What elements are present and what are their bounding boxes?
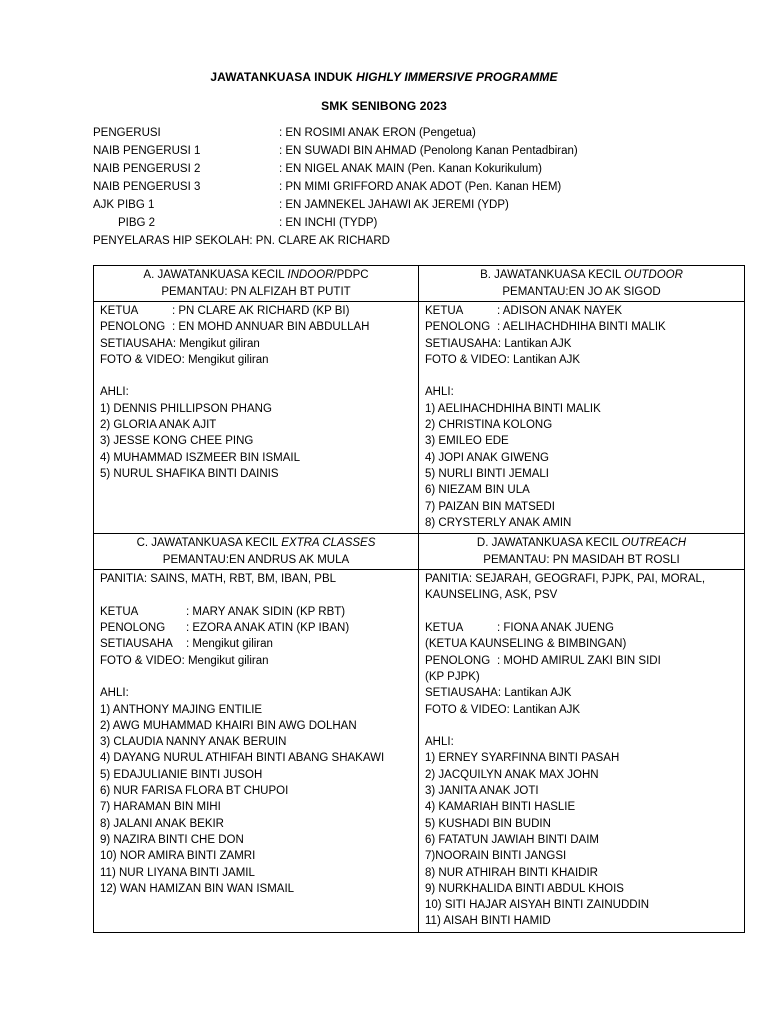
committee-b-title (425, 267, 738, 284)
committee-c-header (94, 534, 419, 570)
table-body-row (94, 570, 745, 933)
hip-coordinator: PENYELARAS HIP SEKOLAH: PN. CLARE AK RICHARD (93, 235, 390, 247)
committee-b-body (419, 302, 745, 534)
document-title-text: JAWATANKUASA INDUK (210, 70, 357, 84)
ketua-line (100, 604, 412, 620)
list-item: 4) KAMARIAH BINTI HASLIE (425, 801, 576, 814)
ketua-line (425, 620, 738, 636)
list-item: 3) JESSE KONG CHEE PING (100, 435, 254, 448)
title-text: D. JAWATANKUASA KECIL (476, 537, 622, 550)
committee-b-header (419, 266, 745, 302)
committee-role: PIBG 2 (118, 217, 156, 229)
table-body-row (94, 302, 745, 534)
committee-name: : EN JAMNEKEL JAHAWI AK JEREMI (YDP) (279, 199, 509, 211)
panitia-line: PANITIA: SAINS, MATH, RBT, BM, IBAN, PBL (100, 573, 337, 586)
list-item: 3) EMILEO EDE (425, 435, 509, 448)
penolong-label: PENOLONG (100, 321, 166, 334)
penolong-value: : EN MOHD ANNUAR BIN ABDULLAH (172, 321, 370, 334)
list-item: 4) DAYANG NURUL ATHIFAH BINTI ABANG SHAKAWI (100, 752, 385, 765)
ahli-label: AHLI: (425, 736, 454, 749)
committee-a-monitor: PEMANTAU: PN ALFIZAH BT PUTIT (161, 285, 351, 298)
ketua-value: : PN CLARE AK RICHARD (KP BI) (172, 305, 350, 317)
spacer (425, 368, 738, 384)
list-item: 6) NIEZAM BIN ULA (425, 484, 530, 497)
penolong-line (425, 653, 738, 669)
list-item: 11) NUR LIYANA BINTI JAMIL (100, 866, 255, 879)
list-item: 5) NURUL SHAFIKA BINTI DAINIS (100, 467, 279, 480)
committee-a-title (100, 267, 412, 284)
committee-name: : EN INCHI (TYDP) (279, 217, 378, 229)
committee-d-header (419, 534, 745, 570)
foto-video-line: FOTO & VIDEO: Mengikut giliran (100, 654, 269, 667)
list-item: 1) AELIHACHDHIHA BINTI MALIK (425, 402, 601, 415)
panitia-line-continued: KAUNSELING, ASK, PSV (425, 589, 558, 602)
list-item: 4) MUHAMMAD ISZMEER BIN ISMAIL (100, 451, 300, 464)
committee-row (93, 160, 693, 178)
list-item: 7) PAIZAN BIN MATSEDI (425, 500, 555, 513)
ketua-label: KETUA (100, 605, 139, 618)
ketua-value: : MARY ANAK SIDIN (KP RBT) (186, 605, 346, 618)
ketua-label: KETUA (425, 305, 464, 317)
committee-role: NAIB PENGERUSI 1 (93, 145, 201, 157)
list-item: 11) AISAH BINTI HAMID (425, 915, 551, 928)
sub-committee-table (93, 265, 745, 933)
title-suffix: /PDPC (333, 269, 369, 281)
committee-role: AJK PIBG 1 (93, 199, 155, 211)
title-text: C. JAWATANKUASA KECIL (136, 537, 282, 550)
list-item: 2) JACQUILYN ANAK MAX JOHN (425, 768, 599, 781)
foto-video-line: FOTO & VIDEO: Lantikan AJK (425, 353, 581, 366)
list-item: 1) ERNEY SYARFINNA BINTI PASAH (425, 752, 620, 765)
penolong-value: : EZORA ANAK ATIN (KP IBAN) (186, 622, 350, 635)
committee-role: NAIB PENGERUSI 2 (93, 163, 201, 175)
table-header-row (94, 534, 745, 570)
committee-c-title (100, 535, 412, 552)
ahli-label: AHLI: (100, 687, 129, 700)
penolong-line (100, 620, 412, 636)
penolong-label: PENOLONG (425, 321, 491, 334)
list-item: 3) JANITA ANAK JOTI (425, 785, 539, 798)
setiausaha-label: SETIAUSAHA (100, 638, 173, 651)
list-item: 9) NAZIRA BINTI CHE DON (100, 833, 244, 846)
setiausaha-line: SETIAUSAHA: Mengikut giliran (100, 337, 260, 350)
committee-row (93, 178, 693, 196)
list-item: 10) SITI HAJAR AISYAH BINTI ZAINUDDIN (425, 899, 650, 912)
title-italic: OUTDOOR (624, 269, 683, 281)
table-header-row (94, 266, 745, 302)
list-item: 4) JOPI ANAK GIWENG (425, 451, 549, 464)
document-title-italic: HIGHLY IMMERSIVE PROGRAMME (356, 70, 558, 84)
ahli-label: AHLI: (425, 386, 454, 399)
list-item: 8) CRYSTERLY ANAK AMIN (425, 516, 572, 529)
spacer (100, 587, 412, 603)
committee-row (93, 142, 693, 160)
main-committee (93, 124, 693, 250)
committee-name: : EN SUWADI BIN AHMAD (Penolong Kanan Pentadbiran) (279, 145, 578, 157)
committee-b-monitor: PEMANTAU:EN JO AK SIGOD (502, 285, 661, 298)
committee-row (93, 124, 693, 142)
list-item: 1) DENNIS PHILLIPSON PHANG (100, 402, 272, 415)
committee-a-body (94, 302, 419, 534)
list-item: 7) HARAMAN BIN MIHI (100, 801, 221, 814)
penolong-label: PENOLONG (425, 654, 491, 667)
spacer (100, 368, 412, 384)
setiausaha-line (100, 636, 412, 652)
setiausaha-value: : Mengikut giliran (186, 638, 273, 651)
ketua-label: KETUA (425, 622, 464, 635)
ketua-label: KETUA (100, 305, 139, 317)
list-item: 10) NOR AMIRA BINTI ZAMRI (100, 850, 256, 863)
title-italic: OUTREACH (621, 537, 687, 550)
committee-role: PENGERUSI (93, 127, 161, 139)
title-italic: EXTRA CLASSES (281, 537, 376, 550)
spacer (425, 718, 738, 734)
committee-role: NAIB PENGERUSI 3 (93, 181, 201, 193)
ketua-value: : ADISON ANAK NAYEK (497, 305, 623, 317)
committee-d-title (425, 535, 738, 552)
list-item: 5) EDAJULIANIE BINTI JUSOH (100, 768, 263, 781)
list-item: 9) NURKHALIDA BINTI ABDUL KHOIS (425, 882, 624, 895)
committee-a-header (94, 266, 419, 302)
list-item: 6) FATATUN JAWIAH BINTI DAIM (425, 833, 599, 846)
list-item: 5) NURLI BINTI JEMALI (425, 467, 549, 480)
ketua-line (100, 303, 412, 319)
foto-video-line: FOTO & VIDEO: Mengikut giliran (100, 353, 269, 366)
committee-name: : PN MIMI GRIFFORD ANAK ADOT (Pen. Kanan HEM) (279, 181, 562, 193)
setiausaha-line: SETIAUSAHA: Lantikan AJK (425, 337, 572, 350)
title-text: A. JAWATANKUASA KECIL (143, 269, 288, 281)
committee-d-monitor: PEMANTAU: PN MASIDAH BT ROSLI (483, 553, 680, 566)
list-item: 5) KUSHADI BIN BUDIN (425, 817, 551, 830)
list-item: 6) NUR FARISA FLORA BT CHUPOI (100, 785, 289, 798)
penolong-note: (KP PJPK) (425, 670, 480, 683)
spacer (425, 604, 738, 620)
list-item: 2) GLORIA ANAK AJIT (100, 419, 217, 432)
setiausaha-line: SETIAUSAHA: Lantikan AJK (425, 687, 572, 700)
penolong-line (425, 319, 738, 335)
list-item: 2) AWG MUHAMMAD KHAIRI BIN AWG DOLHAN (100, 719, 357, 732)
title-italic: INDOOR (287, 269, 334, 281)
ketua-note: (KETUA KAUNSELING & BIMBINGAN) (425, 638, 627, 651)
document-subtitle: SMK SENIBONG 2023 (321, 99, 447, 113)
committee-c-monitor: PEMANTAU:EN ANDRUS AK MULA (162, 553, 350, 566)
list-item: 3) CLAUDIA NANNY ANAK BERUIN (100, 736, 287, 749)
committee-row (93, 196, 693, 214)
committee-name: : EN NIGEL ANAK MAIN (Pen. Kanan Kokurikulum) (279, 163, 542, 175)
ketua-value: : FIONA ANAK JUENG (497, 622, 614, 635)
penolong-line (100, 319, 412, 335)
committee-c-body (94, 570, 419, 933)
ahli-label: AHLI: (100, 386, 129, 399)
document-title (0, 70, 768, 84)
committee-row (93, 214, 693, 232)
penolong-value: : AELIHACHDHIHA BINTI MALIK (497, 321, 666, 334)
list-item: 1) ANTHONY MAJING ENTILIE (100, 703, 263, 716)
list-item: 8) JALANI ANAK BEKIR (100, 817, 224, 830)
panitia-line: PANITIA: SEJARAH, GEOGRAFI, PJPK, PAI, MORAL, (425, 573, 706, 586)
list-item: 8) NUR ATHIRAH BINTI KHAIDIR (425, 866, 598, 879)
penolong-value: : MOHD AMIRUL ZAKI BIN SIDI (497, 654, 661, 667)
spacer (100, 669, 412, 685)
list-item: 12) WAN HAMIZAN BIN WAN ISMAIL (100, 882, 295, 895)
list-item: 7)NOORAIN BINTI JANGSI (425, 850, 567, 863)
ketua-line (425, 303, 738, 319)
committee-name: : EN ROSIMI ANAK ERON (Pengetua) (279, 127, 476, 139)
penolong-label: PENOLONG (100, 622, 166, 635)
list-item: 2) CHRISTINA KOLONG (425, 419, 553, 432)
title-text: B. JAWATANKUASA KECIL (480, 269, 625, 281)
foto-video-line: FOTO & VIDEO: Lantikan AJK (425, 703, 581, 716)
committee-d-body (419, 570, 745, 933)
